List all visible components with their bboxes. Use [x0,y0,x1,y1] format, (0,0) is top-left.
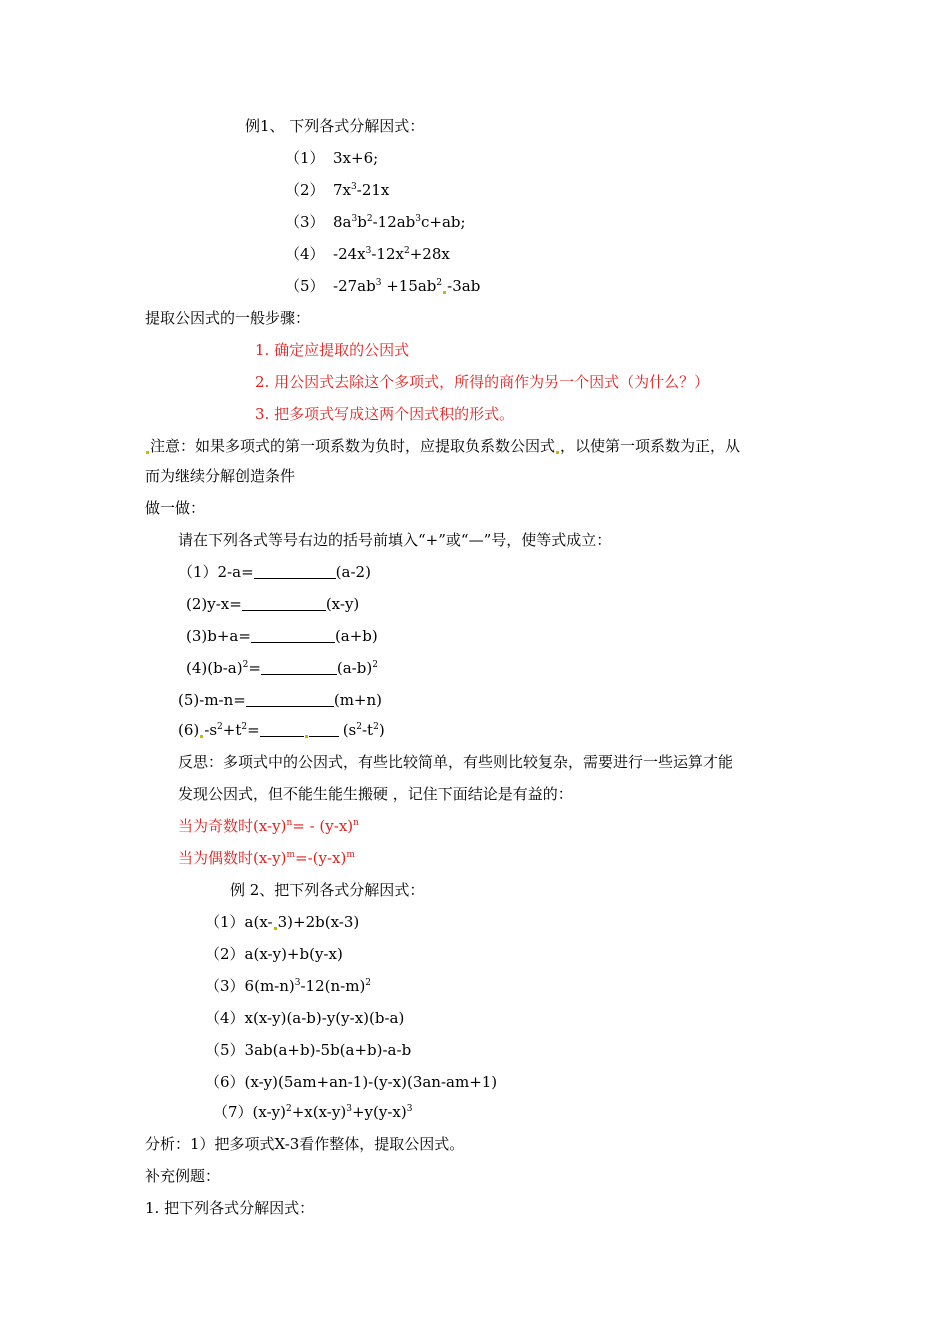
edit-mark-icon [443,291,446,294]
practice-item-5: (5)-m-n= (m+n) [178,691,383,709]
edit-mark-icon [200,735,203,738]
answer-blank[interactable] [309,722,339,737]
reflection-line-1: 反思：多项式中的公因式，有些比较简单，有些则比较复杂，需要进行一些运算才能 [178,753,734,771]
example2-item-6: （6）(x-y)(5am+an-1)-(y-x)(3an-am+1) [205,1073,498,1091]
rule-even: 当为偶数时$(x-y)^m=-(y-x)^m$ [178,849,355,867]
example1-title: 例1、 下列各式分解因式： [245,117,425,135]
step-2: 2. 用公因式去除这个多项式，所得的商作为另一个因式（为什么？） [255,373,710,391]
practice-item-1: （1）2-a= (a-2) [178,563,371,581]
example2-title: 例 2、把下列各式分解因式： [230,881,425,899]
practice-title: 做一做： [145,499,206,517]
practice-item-4: $(4)(b-a)^2= (a-b)^2$ [186,659,378,677]
supplement-title: 补充例题： [145,1167,221,1185]
example1-item-3: （3） $8a^3b^2-12ab^3c+ab$; [285,213,466,231]
note-line-1: 注意：如果多项式的第一项系数为负时，应提取负系数公因式 ，以使第一项系数为正，从 [145,436,740,456]
example2-item-5: （5）3ab(a+b)-5b(a+b)-a-b [205,1041,412,1059]
answer-blank[interactable] [242,596,326,611]
practice-instruction: 请在下列各式等号右边的括号前填入“+”或“—”号，使等式成立： [178,531,612,549]
answer-blank[interactable] [246,692,334,707]
supplement-item-1: 1. 把下列各式分解因式： [145,1199,315,1217]
note-line-2: 而为继续分解创造条件 [145,467,296,485]
example2-item-3: $(3)6(m-n)^3-12(n-m)^2$ [205,977,372,995]
analysis-text: 分析：1）把多项式X-3看作整体，提取公因式。 [145,1135,465,1153]
edit-mark-icon [556,451,559,454]
practice-item-3: (3)b+a= (a+b) [186,627,378,645]
step-3: 3. 把多项式写成这两个因式积的形式。 [255,405,515,423]
example1-item-1: （1） 3x+6; [285,149,379,167]
edit-mark-icon [305,735,308,738]
example2-item-2: （2）a(x-y)+b(y-x) [205,945,343,963]
example2-item-4: （4）x(x-y)(a-b)-y(y-x)(b-a) [205,1009,405,1027]
example1-item-2: （2） $7x^3-21x$ [285,181,390,199]
step-1: 1. 确定应提取的公因式 [255,341,410,359]
practice-item-6: (6) $-s^2+t^2= (s^2-t^2)$ [178,721,385,739]
example2-item-1: （1）a(x- 3)+2b(x-3) [205,913,360,931]
edit-mark-icon [274,927,277,930]
answer-blank[interactable] [261,660,337,675]
rule-odd: 当为奇数时$(x-y)^n= - (y-x)^n$ [178,817,359,835]
answer-blank[interactable] [260,722,304,737]
reflection-line-2: 发现公因式，但不能生能生搬硬 ，记住下面结论是有益的： [178,785,573,803]
answer-blank[interactable] [254,564,336,579]
answer-blank[interactable] [251,628,335,643]
edit-mark-icon [146,451,149,454]
example2-item-7: $(7)(x-y)^2+x(x-y)^3+y(y-x)^3$ [213,1103,413,1121]
example1-item-5: （5） $-27ab^3 +15ab^2$ -3ab [285,277,481,295]
steps-title: 提取公因式的一般步骤： [145,309,311,327]
practice-item-2: (2)y-x= (x-y) [186,595,360,613]
example1-item-4: （4） $-24x^3-12x^2+28x$ [285,245,450,263]
